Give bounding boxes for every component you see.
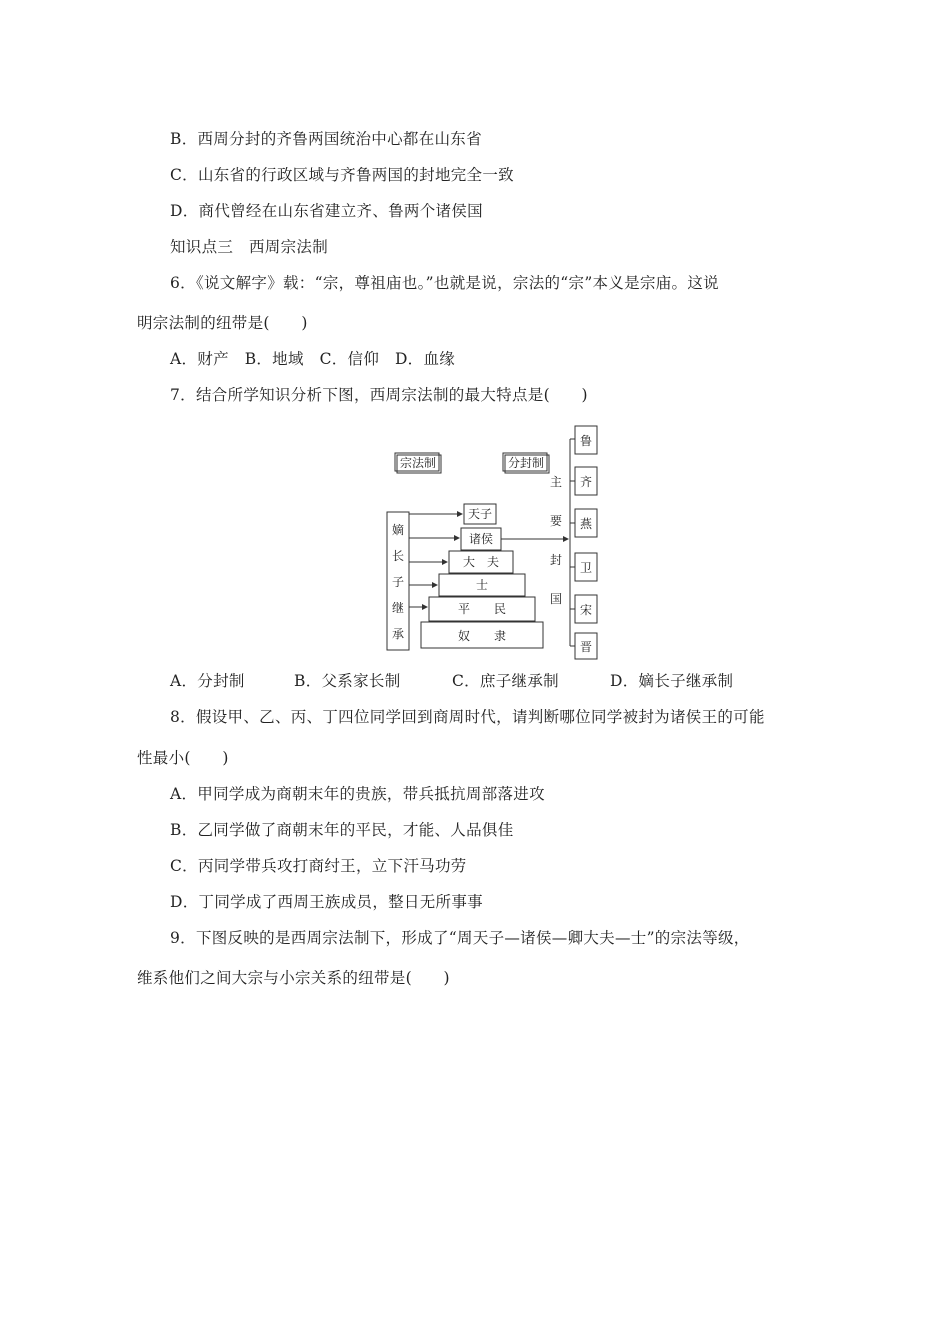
level-tianzi-label: 天子 (467, 507, 493, 521)
question-7-stem: 7．结合所学知识分析下图，西周宗法制的最大特点是( ) (170, 386, 588, 404)
state-wei-label: 卫 (579, 561, 593, 575)
question-8-line2: 性最小( ) (137, 749, 229, 767)
state-qi-label: 齐 (579, 475, 593, 489)
left-char-3: 子 (391, 575, 405, 589)
zongfa-label: 宗法制 (399, 456, 437, 470)
left-char-2: 长 (391, 549, 405, 563)
fenfeng-label: 分封制 (507, 456, 545, 470)
zongfa-diagram (385, 420, 615, 665)
state-yan-label: 燕 (579, 517, 593, 531)
question-6-line2: 明宗法制的纽带是( ) (137, 314, 308, 332)
diagram-svg (385, 420, 615, 665)
states-label-2: 要 (549, 514, 563, 528)
level-shi-label: 士 (475, 578, 489, 592)
level-nuli-label: 奴 隶 (457, 629, 507, 643)
question-6-line1: 6．《说文解字》载：“宗，尊祖庙也。”也就是说，宗法的“宗”本义是宗庙。这说 (170, 274, 719, 292)
question-9-line1: 9．下图反映的是西周宗法制下，形成了“周天子—诸侯—卿大夫—士”的宗法等级， (170, 929, 750, 947)
question-9-line2: 维系他们之间大宗与小宗关系的纽带是( ) (137, 969, 450, 987)
states-label-1: 主 (549, 475, 563, 489)
state-jin-label: 晋 (579, 640, 593, 654)
question-6-options: A．财产 B．地域 C．信仰 D．血缘 (170, 350, 456, 368)
question-8-line1: 8．假设甲、乙、丙、丁四位同学回到商周时代，请判断哪位同学被封为诸侯王的可能 (170, 708, 765, 726)
option-5c: C．山东省的行政区域与齐鲁两国的封地完全一致 (170, 166, 514, 184)
state-lu-label: 鲁 (579, 434, 593, 448)
q7-option-d: D．嫡长子继承制 (610, 672, 734, 690)
question-8-option-b: B．乙同学做了商朝末年的平民，才能、人品俱佳 (170, 821, 514, 839)
question-8-option-c: C．丙同学带兵攻打商纣王，立下汗马功劳 (170, 857, 467, 875)
level-pingmin-label: 平 民 (457, 602, 507, 616)
q7-option-c: C．庶子继承制 (452, 672, 559, 690)
question-8-option-a: A．甲同学成为商朝末年的贵族，带兵抵抗周部落进攻 (170, 785, 545, 803)
states-label-3: 封 (549, 553, 563, 567)
states-label-4: 国 (549, 592, 563, 606)
q7-option-b: B．父系家长制 (294, 672, 401, 690)
option-5d: D．商代曾经在山东省建立齐、鲁两个诸侯国 (170, 202, 483, 220)
question-7-options (170, 669, 733, 691)
level-zhuhou-label: 诸侯 (468, 532, 494, 546)
state-song-label: 宋 (579, 603, 593, 617)
left-char-1: 嫡 (391, 523, 405, 537)
section-heading: 知识点三 西周宗法制 (170, 238, 329, 256)
left-char-5: 承 (391, 627, 405, 641)
q7-option-a: A．分封制 (170, 672, 245, 690)
option-5b: B．西周分封的齐鲁两国统治中心都在山东省 (170, 130, 482, 148)
left-char-4: 继 (391, 601, 405, 615)
question-8-option-d: D．丁同学成了西周王族成员，整日无所事事 (170, 893, 483, 911)
level-dafu-label: 大 夫 (462, 555, 500, 569)
